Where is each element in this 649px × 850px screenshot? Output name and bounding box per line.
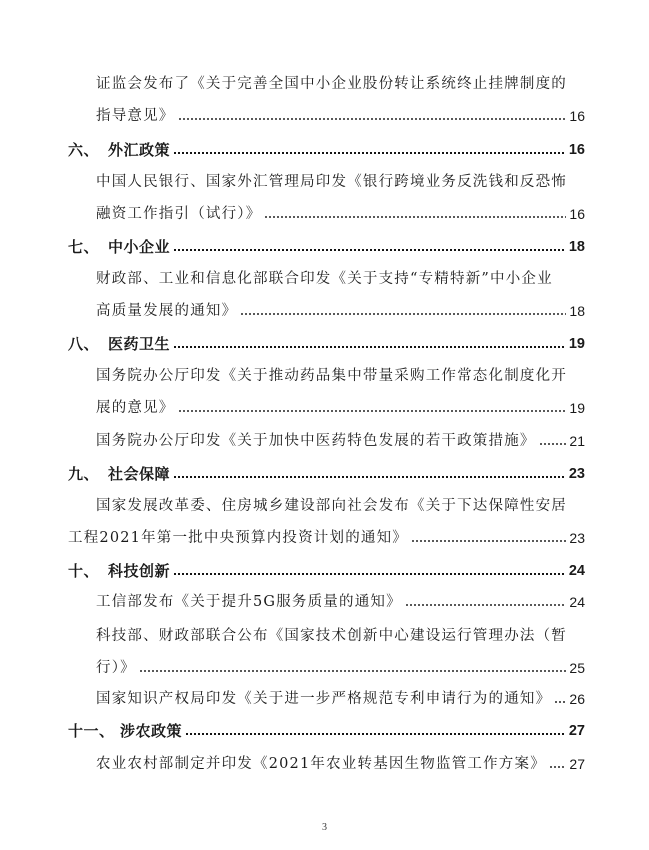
toc-item[interactable] bbox=[96, 754, 585, 774]
toc-item[interactable] bbox=[96, 592, 585, 612]
toc-heading-tech-innovation[interactable] bbox=[68, 561, 585, 581]
toc-heading-title: 社会保障 bbox=[108, 465, 171, 483]
toc-item[interactable] bbox=[68, 528, 585, 548]
toc-item-text: 证监会发布了《关于完善全国中小企业股份转让系统终止挂牌制度的 bbox=[96, 76, 567, 92]
toc-item-text: 融资工作指引（试行）》 bbox=[96, 206, 262, 222]
toc-heading-agriculture[interactable] bbox=[68, 721, 585, 741]
dot-leader bbox=[264, 213, 566, 219]
toc-item[interactable] bbox=[96, 268, 585, 288]
toc-page-number: 18 bbox=[568, 239, 585, 255]
toc-heading-forex[interactable] bbox=[68, 140, 585, 160]
toc-heading-text bbox=[68, 334, 170, 354]
toc-item-text: 国家知识产权局印发《关于进一步严格规范专利申请行为的通知》 bbox=[96, 691, 552, 707]
dot-leader bbox=[173, 473, 566, 479]
toc-heading-number: 八、 bbox=[68, 335, 100, 353]
toc-page-number: 19 bbox=[569, 400, 585, 416]
toc-item[interactable] bbox=[96, 658, 585, 678]
dot-leader bbox=[173, 246, 566, 252]
toc-heading-number: 六、 bbox=[68, 141, 100, 159]
dot-leader bbox=[139, 667, 567, 673]
toc-heading-number: 九、 bbox=[68, 465, 100, 483]
toc-heading-number: 十、 bbox=[68, 562, 100, 580]
dot-leader bbox=[411, 537, 566, 543]
toc-item[interactable] bbox=[96, 301, 585, 321]
toc-heading-text bbox=[68, 561, 170, 581]
toc-page-number: 23 bbox=[569, 530, 585, 546]
toc-item-text: 行）》 bbox=[96, 660, 136, 676]
toc-heading-social-security[interactable] bbox=[68, 464, 585, 484]
toc-item-text: 科技部、财政部联合公布《国家技术创新中心建设运行管理办法（暂 bbox=[96, 628, 567, 644]
toc-page-number: 21 bbox=[569, 433, 585, 449]
toc-page-number: 16 bbox=[568, 142, 585, 158]
toc-heading-text bbox=[68, 140, 170, 160]
toc-heading-title: 外汇政策 bbox=[108, 141, 171, 159]
toc-heading-title: 中小企业 bbox=[108, 238, 171, 256]
toc-item-text: 高质量发展的通知》 bbox=[96, 303, 238, 319]
toc-item-text: 农业农村部制定并印发《2021年农业转基因生物监管工作方案》 bbox=[96, 756, 546, 772]
toc-page-number: 27 bbox=[568, 723, 585, 739]
toc-item-text: 工信部发布《关于提升5G服务质量的通知》 bbox=[96, 594, 402, 610]
toc-item-text: 工程2021年第一批中央预算内投资计划的通知》 bbox=[68, 530, 408, 546]
toc-item[interactable] bbox=[96, 398, 585, 418]
toc-heading-text bbox=[68, 237, 170, 257]
toc-heading-title: 科技创新 bbox=[108, 562, 171, 580]
dot-leader bbox=[178, 407, 567, 413]
toc-heading-sme[interactable] bbox=[68, 237, 585, 257]
toc-heading-text bbox=[68, 721, 182, 741]
toc-item-text: 中国人民银行、国家外汇管理局印发《银行跨境业务反洗钱和反恐怖 bbox=[96, 174, 567, 190]
toc-heading-title: 涉农政策 bbox=[120, 722, 183, 740]
dot-leader bbox=[240, 310, 566, 316]
toc-page-number: 25 bbox=[569, 660, 585, 676]
toc-item-text: 展的意见》 bbox=[96, 400, 175, 416]
dot-leader bbox=[549, 763, 567, 769]
toc-item-text: 国务院办公厅印发《关于加快中医药特色发展的若干政策措施》 bbox=[96, 433, 536, 449]
toc-page-number: 27 bbox=[569, 756, 585, 772]
toc-heading-number: 七、 bbox=[68, 238, 100, 256]
toc-item[interactable] bbox=[96, 495, 585, 515]
toc-item[interactable] bbox=[96, 204, 585, 224]
toc-page-number: 16 bbox=[569, 206, 585, 222]
toc-item[interactable] bbox=[96, 365, 585, 385]
dot-leader bbox=[405, 601, 567, 607]
toc-item[interactable] bbox=[96, 73, 585, 93]
toc-page-number: 19 bbox=[568, 336, 585, 352]
toc-heading-text bbox=[68, 464, 170, 484]
toc-item[interactable] bbox=[96, 431, 585, 451]
toc-item-text: 指导意见》 bbox=[96, 108, 175, 124]
dot-leader bbox=[178, 115, 567, 121]
toc-page-number: 24 bbox=[569, 594, 585, 610]
dot-leader bbox=[173, 149, 566, 155]
toc-heading-title: 医药卫生 bbox=[108, 335, 171, 353]
toc-item[interactable] bbox=[96, 106, 585, 126]
toc-page-number: 23 bbox=[568, 466, 585, 482]
page-number: 3 bbox=[322, 822, 327, 833]
toc-page-number: 16 bbox=[569, 108, 585, 124]
toc-page-number: 24 bbox=[568, 563, 585, 579]
toc-item-text: 财政部、工业和信息化部联合印发《关于支持“专精特新”中小企业 bbox=[96, 271, 553, 287]
toc-item[interactable] bbox=[96, 171, 585, 191]
toc-page-number: 18 bbox=[569, 303, 585, 319]
toc-item[interactable] bbox=[96, 689, 585, 709]
dot-leader bbox=[554, 698, 566, 704]
toc-item-text: 国务院办公厅印发《关于推动药品集中带量采购工作常态化制度化开 bbox=[96, 368, 567, 384]
toc-item-text: 国家发展改革委、住房城乡建设部向社会发布《关于下达保障性安居 bbox=[96, 498, 567, 514]
toc-heading-number: 十一、 bbox=[68, 722, 115, 740]
toc-item[interactable] bbox=[96, 625, 585, 645]
toc-page-number: 26 bbox=[569, 691, 585, 707]
toc-heading-medicine[interactable] bbox=[68, 334, 585, 354]
dot-leader bbox=[539, 440, 567, 446]
dot-leader bbox=[185, 730, 566, 736]
dot-leader bbox=[173, 570, 566, 576]
dot-leader bbox=[173, 343, 566, 349]
